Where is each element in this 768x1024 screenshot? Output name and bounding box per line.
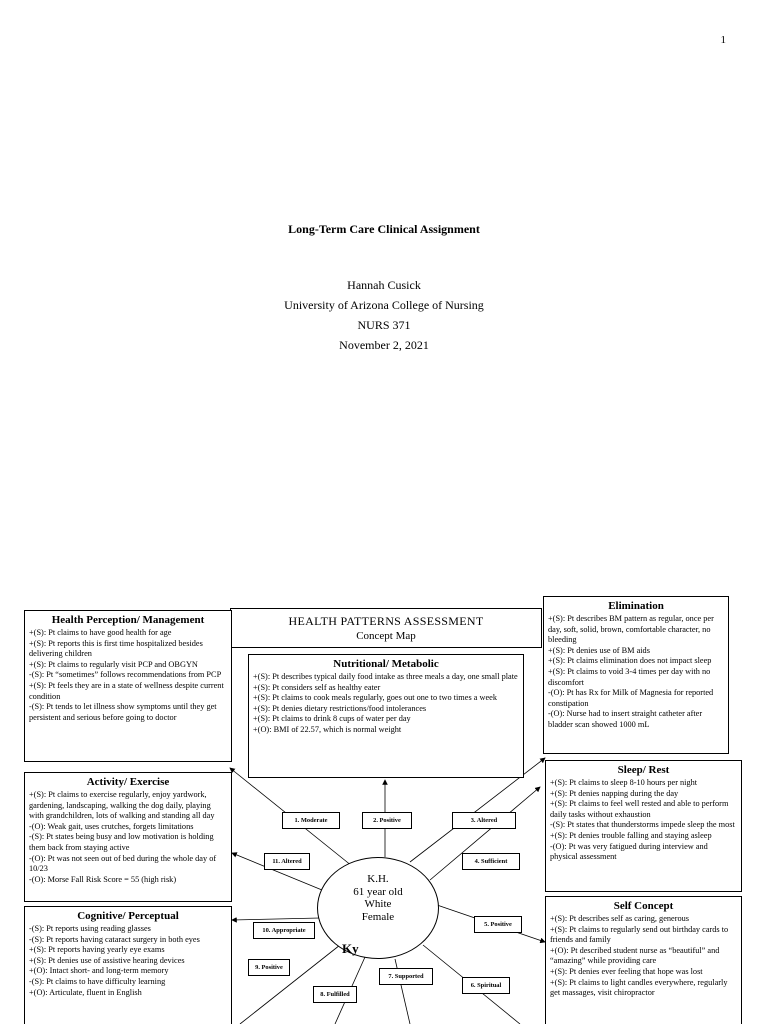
pattern-label-8: 8. Fulfilled: [313, 986, 357, 1003]
cognitive-line: -(S): Pt reports using reading glasses: [29, 924, 151, 933]
self-concept-title: Self Concept: [613, 900, 674, 912]
elimination-line: -(O): Pt has Rx for Milk of Magnesia for reported constipation: [548, 688, 714, 708]
patient-center-node: [317, 857, 439, 959]
cognitive-line: +(S): Pt reports having yearly eye exams: [29, 945, 165, 955]
activity-line: -(S): Pt states being busy and low motivation is holding them back from staying active: [29, 832, 214, 852]
nutritional-line: +(S): Pt claims to cook meals regularly, goes out one to two times a week: [253, 693, 498, 703]
self-concept-line: +(S): Pt denies ever feeling that hope was lost: [550, 966, 703, 976]
pattern-label-11: 11. Altered: [264, 853, 310, 870]
self-concept-line: +(O): Pt described student nurse as “beautiful” and “amazing” while providing care: [550, 945, 720, 966]
document-date: November 2, 2021: [339, 338, 429, 352]
health-perception-line: +(S): Pt claims to regularly visit PCP and OBGYN: [29, 659, 198, 669]
sleep-line: +(S): Pt denies napping during the day: [550, 788, 679, 798]
nutritional-line: +(S): Pt describes typical daily food intake as three meals a day, one small plate: [253, 672, 518, 681]
health-perception-title: Health Perception/ Management: [51, 614, 205, 626]
health-perception-box: [24, 610, 232, 762]
pattern-label-4: 4. Sufficient: [462, 853, 520, 870]
pattern-label-7: 7. Supported: [379, 968, 433, 985]
activity-line: -(O): Weak gait, uses crutches, forgets limitations: [29, 821, 194, 831]
activity-line: +(S): Pt claims to exercise regularly, enjoy yardwork, gardening, landscaping, walking the dog daily, playing with grandchildren, lots of walking and standing all day: [29, 790, 215, 821]
connector-10: [232, 918, 320, 920]
self-concept-line: +(S): Pt claims to light candles everywhere, regularly get massages, visit chiropractor: [550, 977, 728, 998]
sleep-line: +(S): Pt denies trouble falling and staying asleep: [550, 830, 712, 840]
health-perception-line: -(S): Pt “sometimes” follows recommendations from PCP: [29, 670, 222, 680]
pattern-label-2: 2. Positive: [362, 812, 412, 829]
patient-age: 61 year old: [353, 885, 403, 898]
cognitive-line: -(S): Pt reports having cataract surgery in both eyes: [29, 934, 200, 944]
elimination-line: +(S): Pt claims to void 3-4 times per day with no discomfort: [548, 666, 711, 687]
page-number: 1: [720, 34, 726, 46]
cognitive-line: +(S): Pt denies use of assistive hearing devices: [29, 955, 185, 965]
nutritional-box: [248, 654, 524, 778]
pattern-label-9: 9. Positive: [248, 959, 290, 976]
health-perception-line: +(S): Pt reports this is first time hospitalized besides delivering children: [29, 638, 203, 659]
activity-box: [24, 772, 232, 902]
concept-map-header: [230, 608, 542, 648]
pattern-label-3: 3. Altered: [452, 812, 516, 829]
activity-title: Activity/ Exercise: [86, 776, 170, 788]
elimination-line: +(S): Pt describes BM pattern as regular, once per day, soft, solid, brown, comfortable character, no bleeding: [548, 614, 714, 645]
cognitive-line: +(O): Articulate, fluent in English: [29, 987, 142, 997]
patient-initials: K.H.: [367, 873, 389, 885]
patient-sex: Female: [361, 910, 395, 923]
concept-map-subtitle: Concept Map: [356, 630, 416, 642]
cognitive-title: Cognitive/ Perceptual: [77, 910, 179, 922]
nutritional-line: +(S): Pt claims to drink 8 cups of water per day: [253, 714, 411, 724]
key-label: Ky: [342, 941, 359, 956]
self-concept-box: [545, 896, 742, 1024]
pattern-label-1: 1. Moderate: [282, 812, 340, 829]
institution: University of Arizona College of Nursing: [284, 298, 484, 312]
cognitive-box: [24, 906, 232, 1024]
health-perception-line: -(S): Pt tends to let illness show symptoms until they get persistent and serious before going to doctor: [29, 702, 217, 722]
nutritional-line: +(S): Pt considers self as healthy eater: [253, 682, 381, 692]
course-code: NURS 371: [357, 318, 411, 332]
health-perception-line: +(S): Pt feels they are in a state of wellness despite current condition: [29, 680, 224, 701]
elimination-box: [543, 596, 729, 754]
pattern-label-5: 5. Positive: [474, 916, 522, 933]
pattern-label-6: 6. Spiritual: [462, 977, 510, 994]
sleep-line: -(S): Pt states that thunderstorms impede sleep the most: [550, 820, 735, 830]
concept-map-title: HEALTH PATTERNS ASSESSMENT: [288, 614, 484, 628]
elimination-line: +(S): Pt denies use of BM aids: [548, 645, 650, 655]
patient-race: White: [364, 898, 392, 910]
document-title: Long-Term Care Clinical Assignment: [288, 222, 480, 236]
cognitive-line: +(O): Intact short- and long-term memory: [29, 966, 169, 976]
elimination-line: +(S): Pt claims elimination does not impact sleep: [548, 656, 712, 666]
connector-9: [240, 945, 340, 1024]
sleep-title: Sleep/ Rest: [617, 764, 670, 776]
elimination-line: -(O): Nurse had to insert straight catheter after bladder scan showed 1000 mL: [548, 709, 703, 729]
self-concept-line: +(S): Pt claims to regularly send out birthday cards to friends and family: [550, 924, 729, 945]
cognitive-line: -(S): Pt claims to have difficulty learning: [29, 976, 166, 986]
sleep-line: -(O): Pt was very fatigued during interview and physical assessment: [550, 841, 708, 862]
nutritional-line: +(O): BMI of 22.57, which is normal weight: [253, 724, 402, 734]
nutritional-line: +(S): Pt denies dietary restrictions/food intolerances: [253, 703, 427, 713]
sleep-box: [545, 760, 742, 892]
health-perception-line: +(S): Pt claims to have good health for age: [29, 628, 172, 637]
elimination-title: Elimination: [608, 600, 664, 612]
nutritional-title: Nutritional/ Metabolic: [333, 658, 439, 670]
activity-line: -(O): Morse Fall Risk Score = 55 (high risk): [29, 874, 177, 884]
activity-line: -(O): Pt was not seen out of bed during the whole day of 10/23: [29, 853, 217, 874]
author-name: Hannah Cusick: [347, 278, 421, 292]
self-concept-line: +(S): Pt describes self as caring, generous: [550, 914, 690, 923]
sleep-line: +(S): Pt claims to feel well rested and able to perform daily tasks without exhaustion: [550, 799, 729, 819]
pattern-label-10: 10. Appropriate: [253, 922, 315, 939]
sleep-line: +(S): Pt claims to sleep 8-10 hours per night: [550, 778, 698, 787]
